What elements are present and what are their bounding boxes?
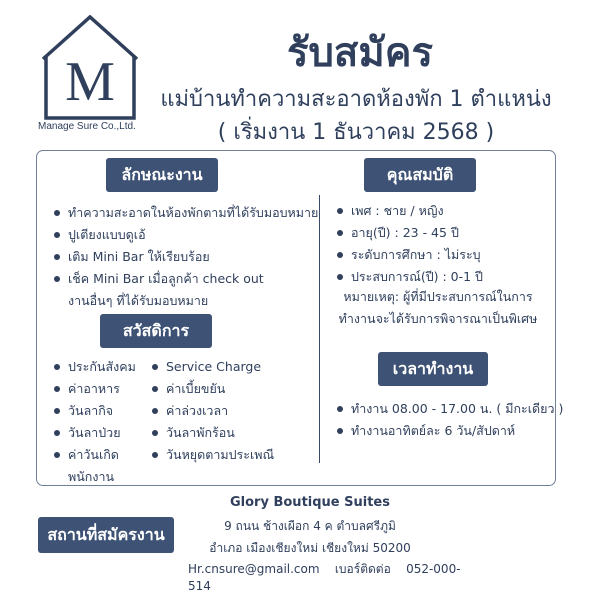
list-item: วันลาป่วย bbox=[54, 422, 154, 444]
duties-continuation: งานอื่นๆ ที่ได้รับมอบหมาย bbox=[68, 293, 209, 308]
qualifications-note bbox=[322, 286, 554, 330]
list-item: เพศ : ชาย / หญิง bbox=[337, 200, 552, 222]
benefits-column-2 bbox=[152, 356, 317, 466]
duties-section bbox=[54, 202, 319, 312]
job-position: แม่บ้านทำความสะอาดห้องพัก 1 ตำแหน่ง bbox=[160, 87, 552, 112]
list-item: วันหยุดตามประเพณี bbox=[152, 444, 317, 466]
address-line-1: 9 ถนน ช้างเผือก 4 ค ตำบลศรีภูมิ bbox=[224, 519, 396, 533]
qualifications-list bbox=[337, 200, 552, 288]
duties-heading: ลักษณะงาน bbox=[106, 158, 218, 192]
logo-letter: M bbox=[65, 51, 115, 113]
qualifications-heading: คุณสมบัติ bbox=[364, 158, 476, 192]
list-item: ทำงานอาทิตย์ละ 6 วัน/สัปดาห์ bbox=[337, 420, 555, 442]
list-item: ระดับการศึกษา : ไม่ระบุ bbox=[337, 244, 552, 266]
company-name: Glory Boutique Suites bbox=[230, 495, 390, 510]
logo-company-name: Manage Sure Co.,Ltd. bbox=[38, 121, 136, 132]
list-item: อายุ(ปี) : 23 - 45 ปี bbox=[337, 222, 552, 244]
list-item: วันลากิจ bbox=[54, 400, 154, 422]
list-item: Service Charge bbox=[152, 356, 317, 378]
list-item: ค่าล่วงเวลา bbox=[152, 400, 317, 422]
company-logo bbox=[40, 14, 140, 122]
list-item: ประกันสังคม bbox=[54, 356, 154, 378]
address-line-2: อำเภอ เมืองเชียงใหม่ เชียงใหม่ 50200 bbox=[209, 541, 411, 555]
note-line-2: ทำงานจะได้รับการพิจารณาเป็นพิเศษ bbox=[338, 311, 538, 326]
page-title: รับสมัคร bbox=[287, 30, 433, 76]
apply-location-label: สถานที่สมัครงาน bbox=[38, 517, 174, 553]
note-line-1: หมายเหตุ: ผู้ที่มีประสบการณ์ในการ bbox=[343, 289, 533, 304]
phone-label: เบอร์ติดต่อ bbox=[334, 562, 391, 576]
duties-list bbox=[54, 202, 319, 290]
list-item: ประสบการณ์(ปี) : 0-1 ปี bbox=[337, 266, 552, 288]
list-item: ค่าอาหาร bbox=[54, 378, 154, 400]
list-item: ทำงาน 08.00 - 17.00 น. ( มีกะเดียว ) bbox=[337, 398, 555, 420]
list-item: ค่าวันเกิด bbox=[54, 444, 154, 466]
benefits-heading: สวัสดิการ bbox=[100, 314, 212, 348]
list-item: เติม Mini Bar ให้เรียบร้อย bbox=[54, 246, 314, 268]
list-item: เช็ค Mini Bar เมื่อลูกค้า check out bbox=[54, 268, 314, 290]
qualifications-section bbox=[337, 200, 552, 288]
column-divider bbox=[319, 195, 320, 463]
phone-number[interactable]: 052-000-514 bbox=[188, 562, 461, 593]
hours-section bbox=[337, 398, 564, 442]
list-item: ปูเตียงแบบดูเอ้ bbox=[54, 224, 314, 246]
contact-line bbox=[188, 560, 468, 593]
list-item: วันลาพักร้อน bbox=[152, 422, 317, 444]
hours-heading: เวลาทำงาน bbox=[378, 352, 488, 386]
list-item: ค่าเบี้ยขยัน bbox=[152, 378, 317, 400]
email[interactable]: Hr.cnsure@gmail.com bbox=[188, 562, 320, 576]
start-date: ( เริ่มงาน 1 ธันวาคม 2568 ) bbox=[217, 120, 495, 145]
benefits-column-1 bbox=[54, 356, 154, 488]
benefits-continuation: พนักงาน bbox=[68, 469, 115, 484]
list-item: ทำความสะอาดในห้องพักตามที่ได้รับมอบหมาย bbox=[54, 202, 314, 224]
